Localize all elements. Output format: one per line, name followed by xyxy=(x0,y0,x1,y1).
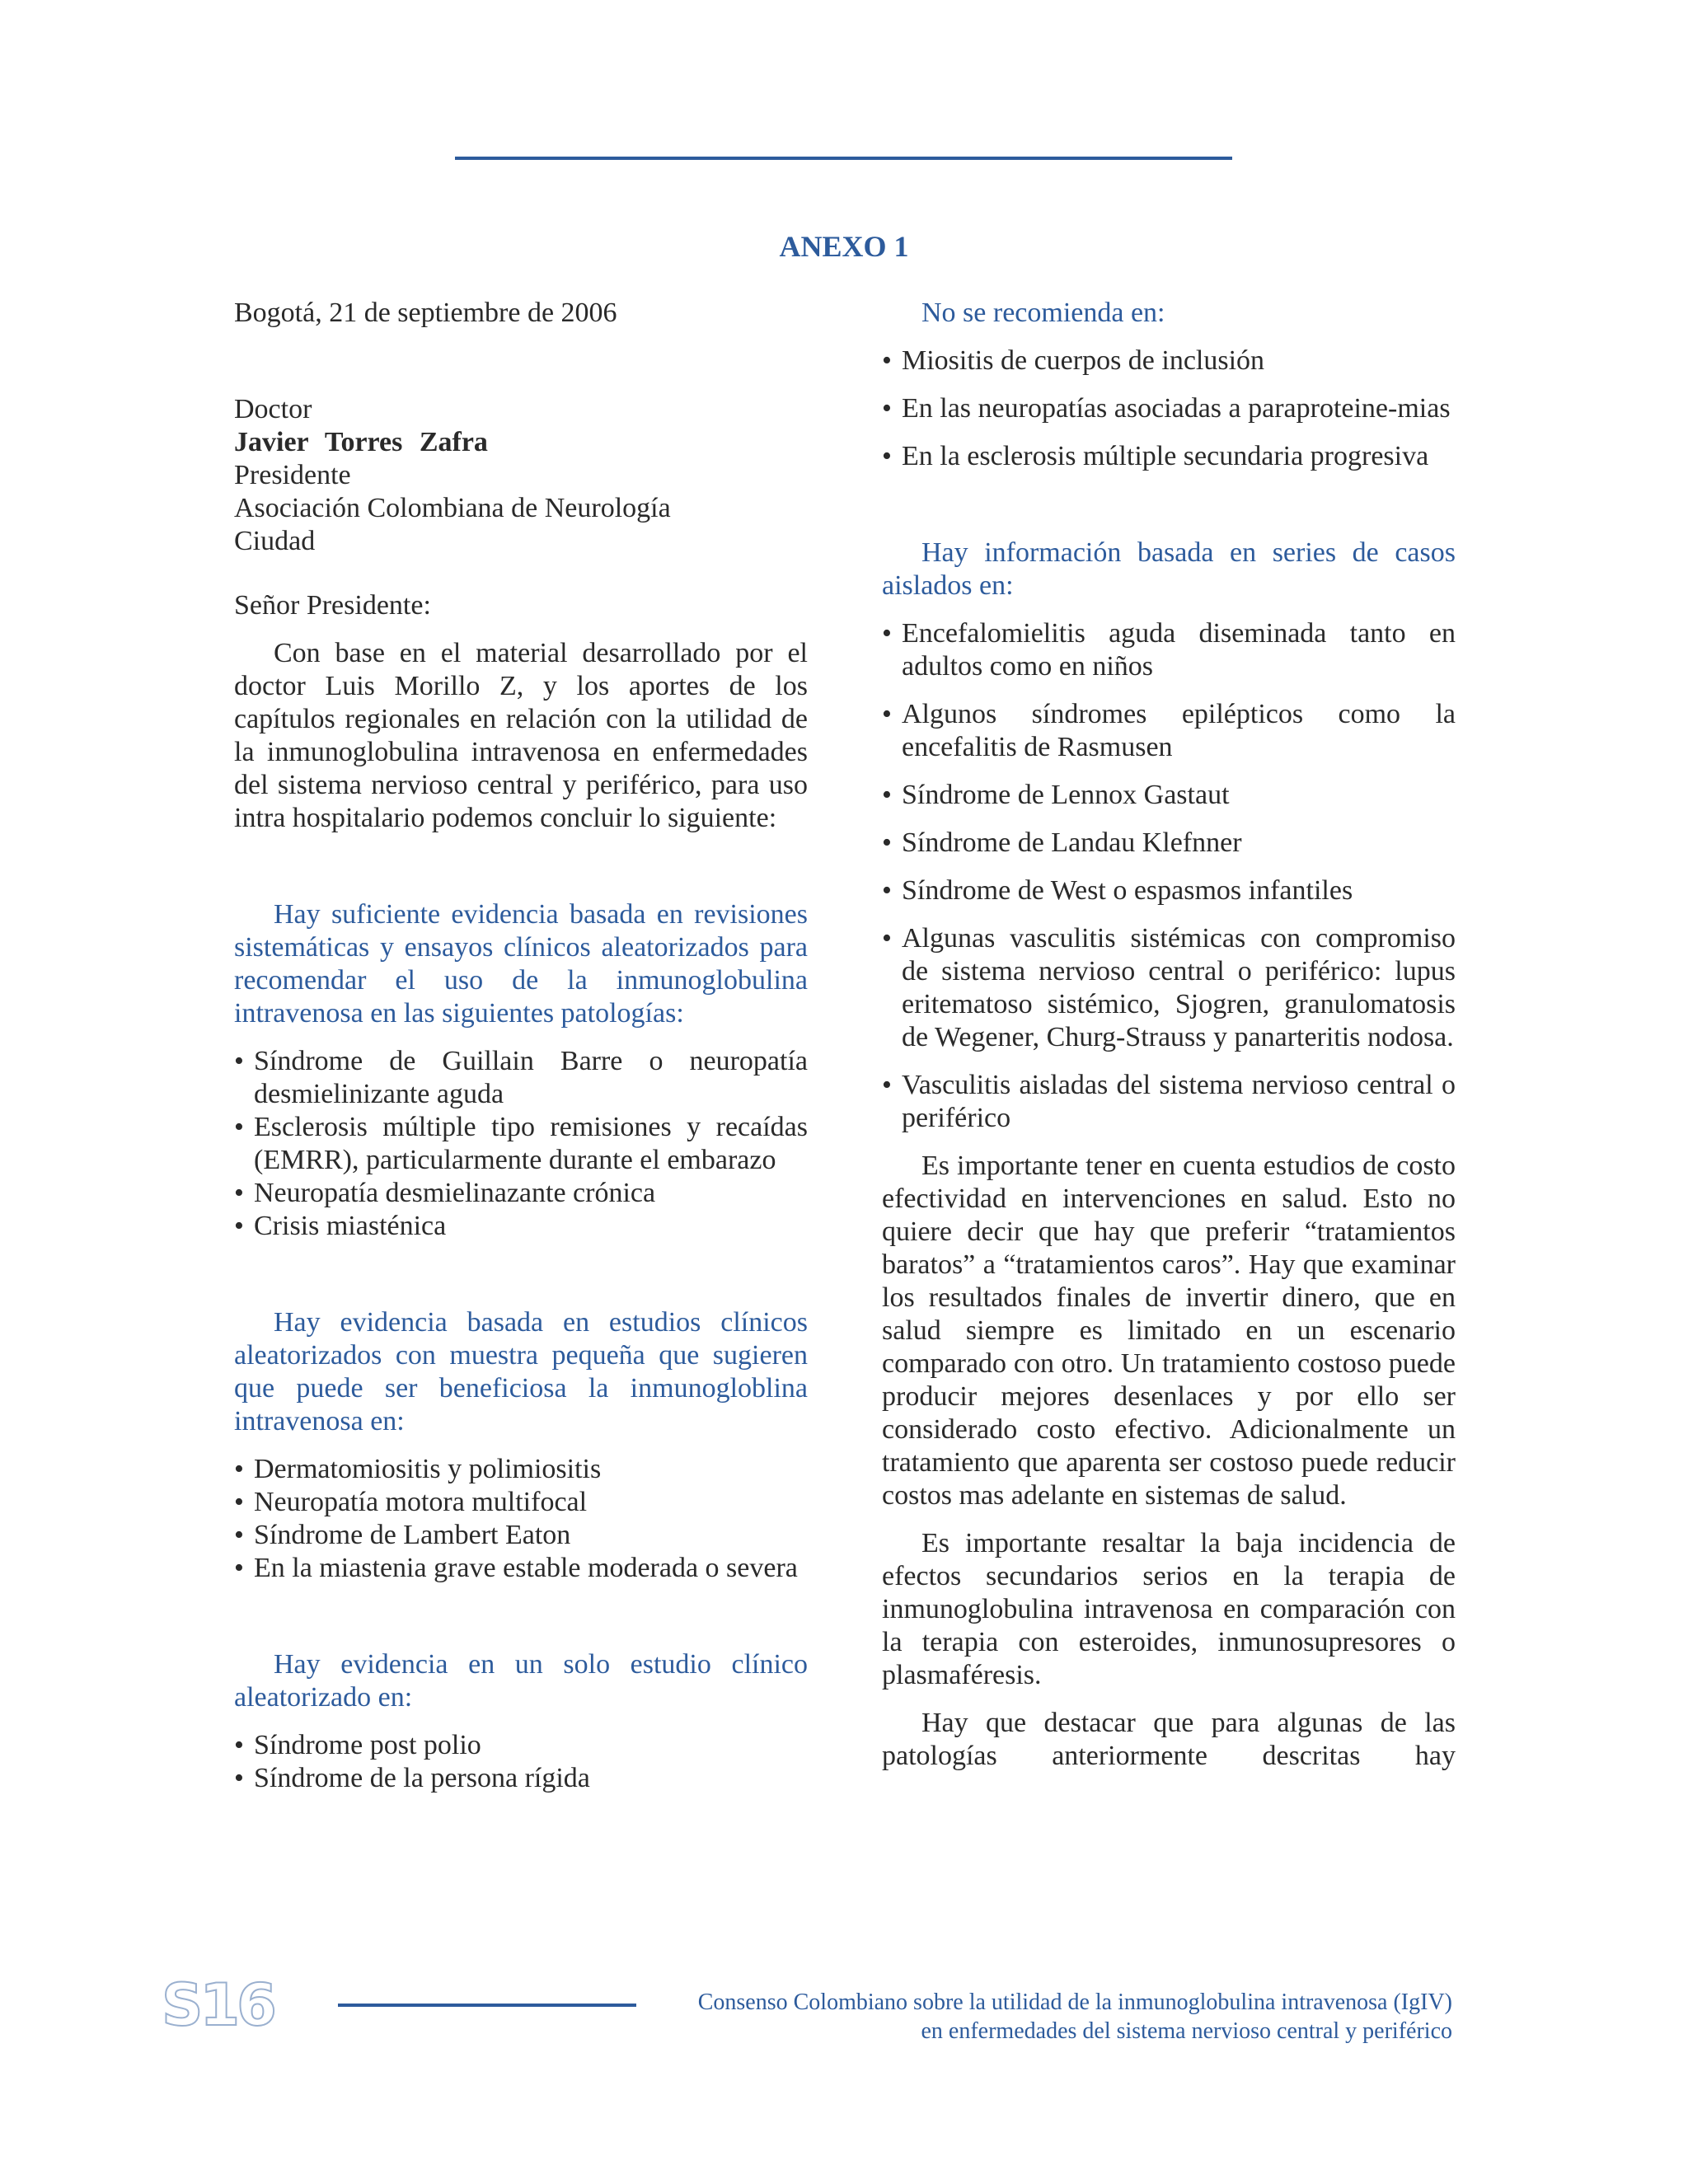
list-item: • Neuropatía motora multifocal xyxy=(234,1486,808,1519)
recipient-position: Presidente xyxy=(234,460,351,490)
section-heading-small-sample-evidence: Hay evidencia basada en estudios clínicos aleatorizados con muestra pequeña que sugieren que puede ser beneficiosa la inmunogloblina intravenosa en: xyxy=(234,1307,808,1436)
running-footer-line-2: en enfermedades del sistema nervioso central y periférico xyxy=(921,2018,1452,2044)
list-sufficient-evidence xyxy=(234,1045,808,1243)
intro-paragraph: Con base en el material desarrollado por el doctor Luis Morillo Z, y los aportes de los capítulos regionales en relación con la utilidad de la inmunoglobulina intravenosa en enfermedades del sistema nervioso central y periférico, para uso intra hospitalario podemos concluir lo siguiente: xyxy=(234,638,808,833)
page-number: S16 xyxy=(162,1971,274,2039)
list-item: • Síndrome de Guillain Barre o neuropatía desmielinizante aguda xyxy=(234,1045,808,1111)
list-item: • Vasculitis aisladas del sistema nervioso central o periférico xyxy=(882,1069,1456,1135)
body-paragraph-continuation: Hay que destacar que para algunas de las patologías anteriormente descritas hay xyxy=(882,1708,1456,1771)
list-item: • En la esclerosis múltiple secundaria progresiva xyxy=(882,440,1456,473)
page-title: ANEXO 1 xyxy=(779,230,909,263)
list-item: • En la miastenia grave estable moderada o severa xyxy=(234,1552,808,1585)
list-case-series xyxy=(882,617,1456,1135)
list-item: • Algunas vasculitis sistémicas con compromiso de sistema nervioso central o periférico: lupus eritematoso sistémico, Sjogren, granulomatosis de Wegener, Churg-Strauss y panarteritis nodosa. xyxy=(882,922,1456,1054)
list-item: • Dermatomiositis y polimiositis xyxy=(234,1453,808,1486)
list-item: • Esclerosis múltiple tipo remisiones y recaídas (EMRR), particularmente durante el embarazo xyxy=(234,1111,808,1177)
footer-rule xyxy=(338,2004,636,2007)
section-heading-case-series: Hay información basada en series de casos aislados en: xyxy=(882,537,1456,601)
letter-date: Bogotá, 21 de septiembre de 2006 xyxy=(234,298,617,328)
right-column xyxy=(882,297,1456,1773)
list-item: • Síndrome de Lambert Eaton xyxy=(234,1519,808,1552)
recipient-block xyxy=(234,393,808,558)
list-item: • Síndrome post polio xyxy=(234,1729,808,1762)
list-item: • Encefalomielitis aguda diseminada tanto en adultos como en niños xyxy=(882,617,1456,683)
list-item: • Síndrome de la persona rígida xyxy=(234,1762,808,1795)
list-item: • Neuropatía desmielinazante crónica xyxy=(234,1177,808,1210)
list-item: • Algunos síndromes epilépticos como la encefalitis de Rasmusen xyxy=(882,698,1456,764)
list-item: • Síndrome de West o espasmos infantiles xyxy=(882,874,1456,907)
list-item: • Síndrome de Lennox Gastaut xyxy=(882,779,1456,812)
header-rule xyxy=(455,157,1232,160)
list-item: • Miositis de cuerpos de inclusión xyxy=(882,344,1456,377)
section-heading-sufficient-evidence: Hay suficiente evidencia basada en revisiones sistemáticas y ensayos clínicos aleatorizados para recomendar el uso de la inmunoglobulina intravenosa en las siguientes patologías: xyxy=(234,899,808,1029)
running-footer-line-1: Consenso Colombiano sobre la utilidad de la inmunoglobulina intravenosa (IgIV) xyxy=(697,1990,1452,2015)
section-heading-single-study: Hay evidencia en un solo estudio clínico aleatorizado en: xyxy=(234,1649,808,1713)
recipient-title: Doctor xyxy=(234,394,312,424)
body-paragraph-side-effects: Es importante resaltar la baja incidencia de efectos secundarios serios en la terapia de inmunoglobulina intravenosa en comparación con la terapia con esteroides, inmunosupresores o plasmaféresis. xyxy=(882,1528,1456,1690)
recipient-organization: Asociación Colombiana de Neurología xyxy=(234,493,671,523)
recipient-city: Ciudad xyxy=(234,526,316,556)
section-heading-not-recommended: No se recomienda en: xyxy=(921,298,1165,328)
list-small-sample-evidence xyxy=(234,1453,808,1585)
list-not-recommended xyxy=(882,344,1456,473)
list-item: • Crisis miasténica xyxy=(234,1210,808,1243)
list-item: • Síndrome de Landau Klefnner xyxy=(882,827,1456,860)
list-single-study xyxy=(234,1729,808,1795)
greeting: Señor Presidente: xyxy=(234,590,431,621)
recipient-name: Javier Torres Zafra xyxy=(234,427,488,457)
running-footer xyxy=(659,1988,1452,2046)
body-paragraph-cost-effectiveness: Es importante tener en cuenta estudios de costo efectividad en intervenciones en salud. Esto no quiere decir que hay que preferir “tratamientos baratos” a “tratamientos caros”. Hay que examinar los resultados finales de invertir dinero, que en salud siempre es limitado en un escenario comparado con otro. Un tratamiento costoso puede producir mejores desenlaces y por ello ser considerado costo efectivo. Adicionalmente un tratamiento que aparenta ser costoso puede reducir costos mas adelante en sistemas de salud. xyxy=(882,1151,1456,1511)
left-column xyxy=(234,297,808,1795)
list-item: • En las neuropatías asociadas a paraproteine-mias xyxy=(882,392,1456,425)
